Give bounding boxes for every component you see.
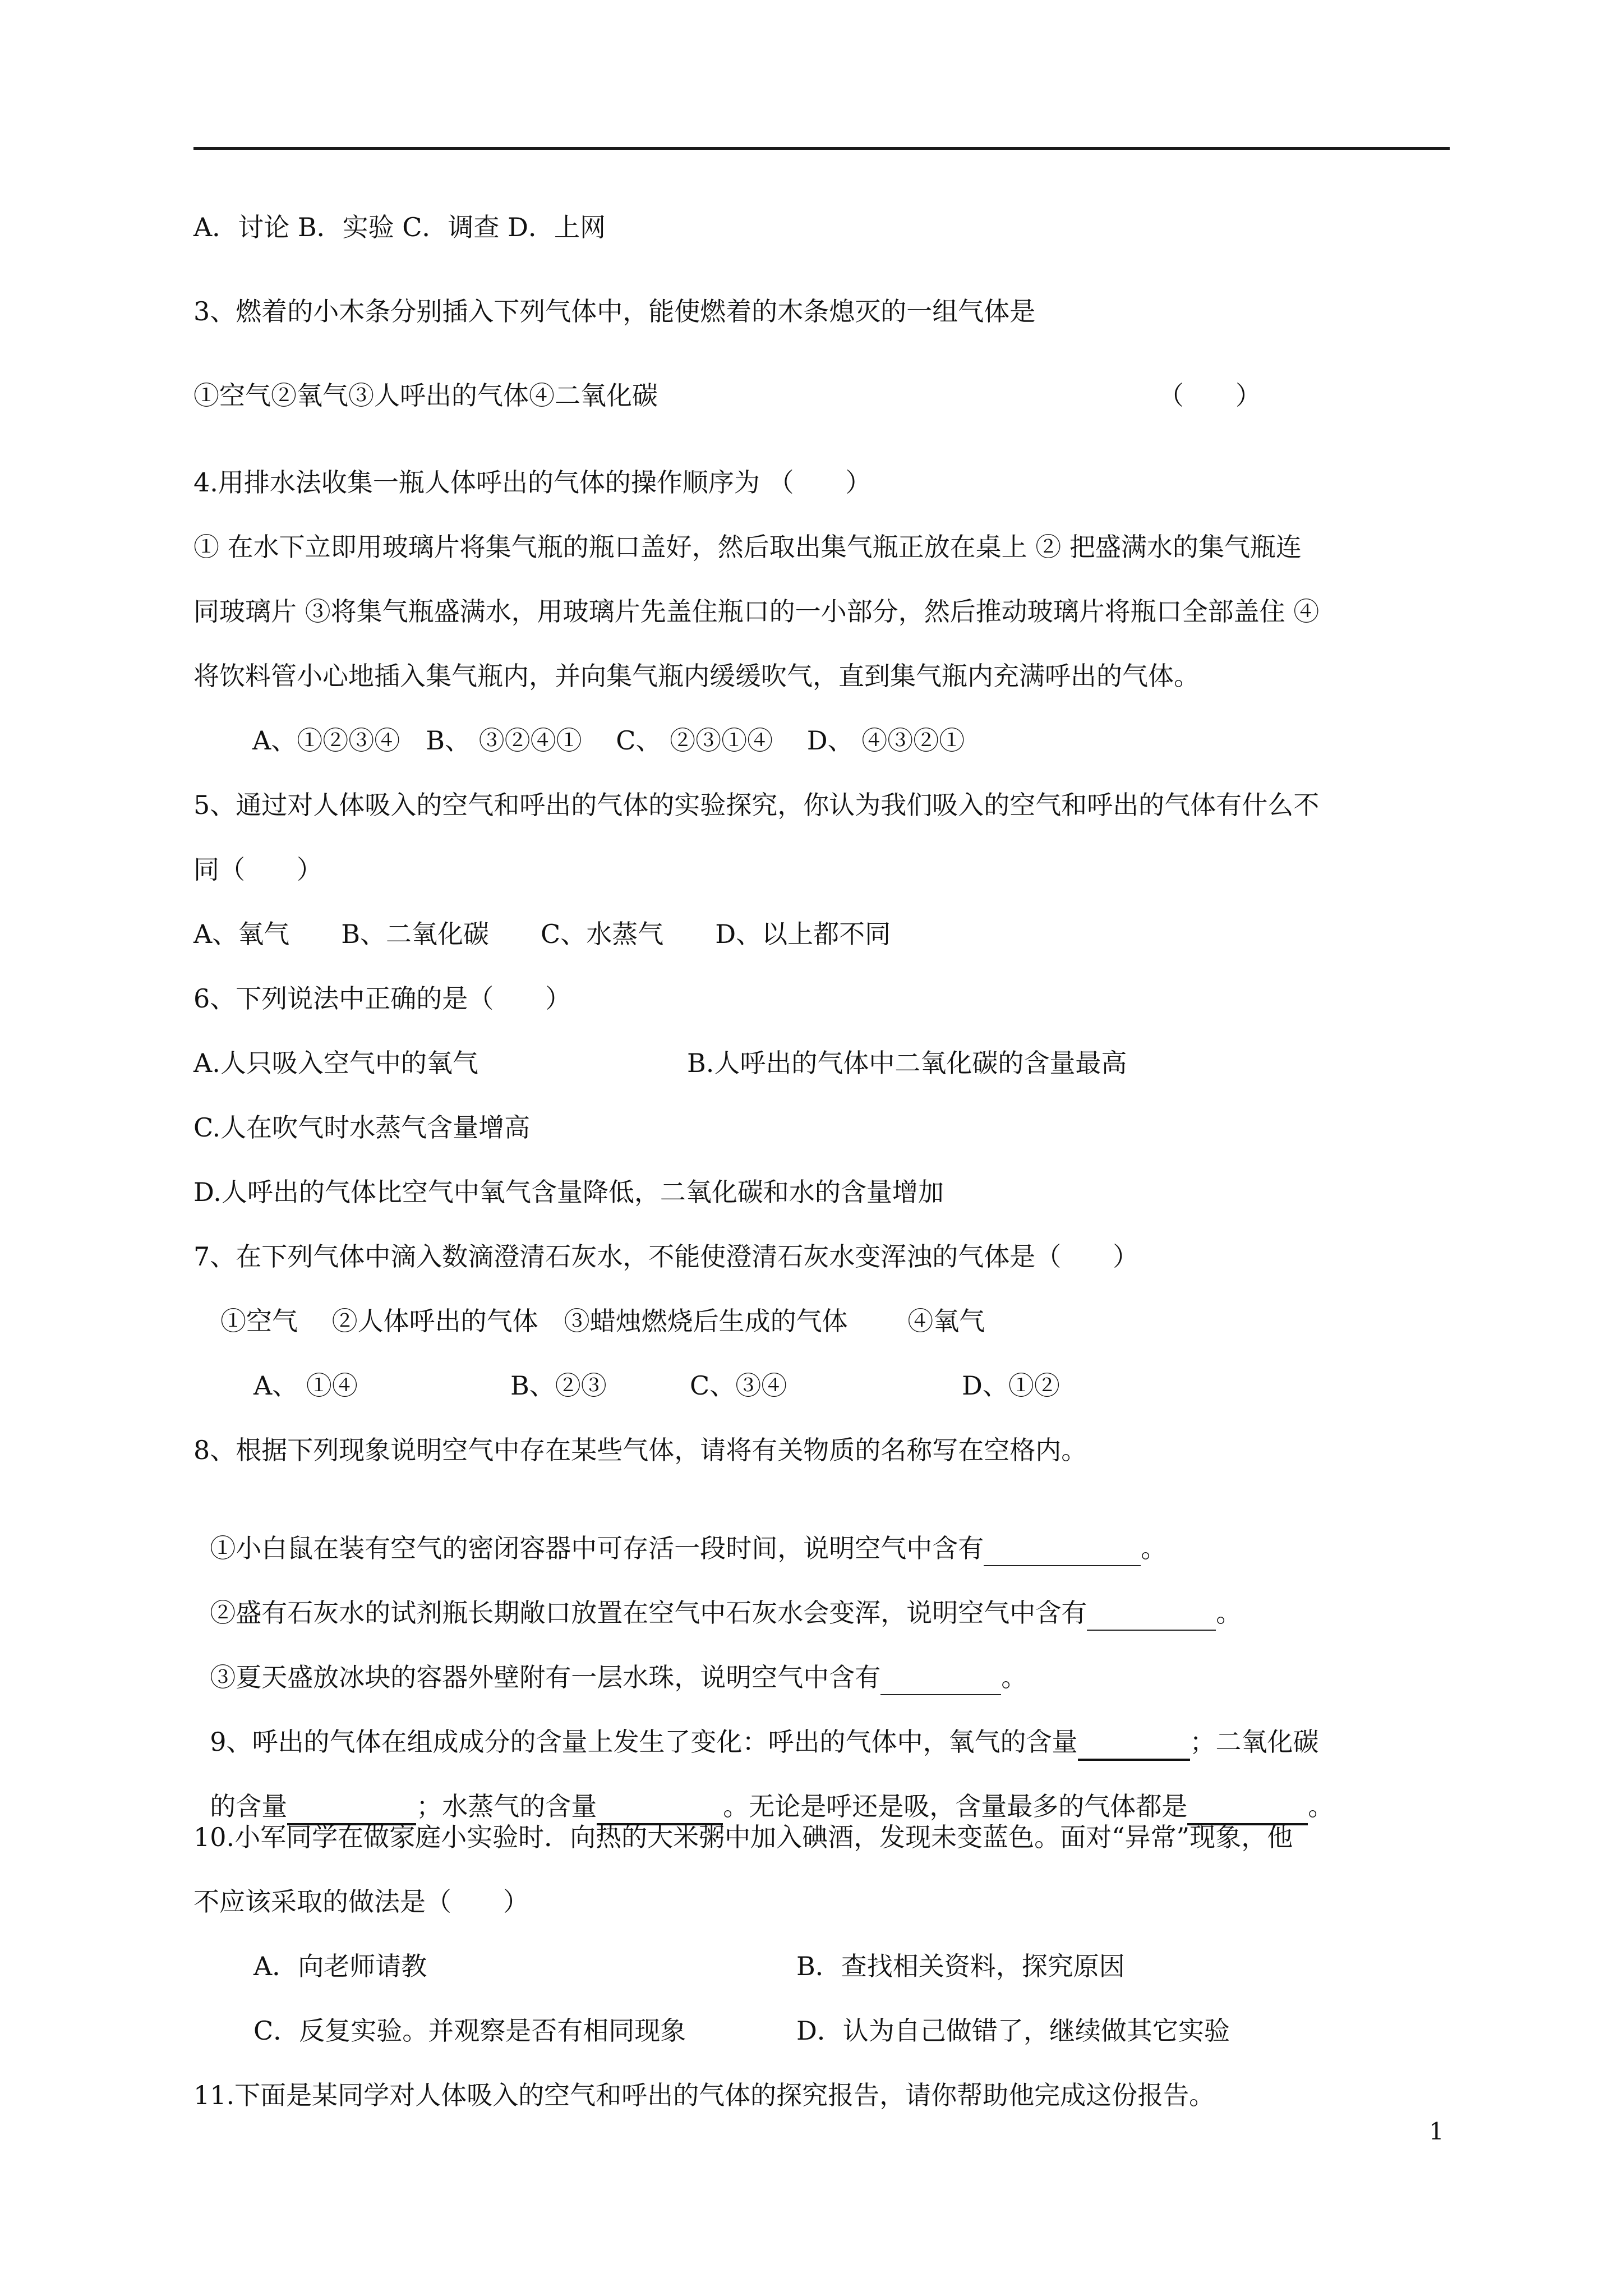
q10-option-d: D．认为自己做错了，继续做其它实验 [796,2016,1230,2046]
q8-item-3-text: ③夏天盛放冰块的容器外壁附有一层水珠，说明空气中含有 [210,1662,881,1692]
q9-text-4: ；水蒸气的含量 [416,1791,597,1821]
q4-step-line-3: 将饮料管小心地插入集气瓶内，并向集气瓶内缓缓吹气，直到集气瓶内充满呼出的气体。 [193,661,1200,691]
q9-text-1: 9、呼出的气体在组成成分的含量上发生了变化：呼出的气体中，氧气的含量 [210,1727,1078,1757]
q11-stem: 11.下面是某同学对人体吸入的空气和呼出的气体的探究报告，请你帮助他完成这份报告。 [193,2080,1215,2110]
q8-item-1 [193,1498,1166,1566]
q7-items: ①空气 ②人体呼出的气体 ③蜡烛燃烧后生成的气体 ④氧气 [220,1306,985,1336]
q4-options: A、①②③④ B、 ③②④① C、 ②③①④ D、 ④③②① [252,725,965,756]
q5-stem-line-1: 5、通过对人体吸入的空气和呼出的气体的实验探究，你认为我们吸入的空气和呼出的气体有什么不 [193,790,1320,820]
q6-option-c: C.人在吹气时水蒸气含量增高 [193,1112,531,1143]
q8-stem: 8、根据下列现象说明空气中存在某些气体，请将有关物质的名称写在空格内。 [193,1435,1087,1465]
q8-item-1-text: ①小白鼠在装有空气的密闭容器中可存活一段时间，说明空气中含有 [210,1533,984,1563]
q10-option-b: B．查找相关资料，探究原因 [796,1951,1125,1981]
q7-option-d: D、①② [962,1370,1060,1401]
q8-blank-3[interactable] [880,1660,1001,1695]
q6-option-a: A.人只吸入空气中的氧气 [193,1048,478,1078]
q3-items: ①空气②氧气③人呼出的气体④二氧化碳 [193,380,658,411]
q7-option-a: A、 ①④ [253,1370,358,1401]
q8-item-2 [193,1562,1242,1631]
q9-text-5: 。无论是呼还是吸，含量最多的气体都是 [723,1791,1188,1821]
q10-option-c: C．反复实验。并观察是否有相同现象 [253,2016,686,2046]
q9-text-2: ；二氧化碳 [1189,1727,1319,1757]
q7-stem: 7、在下列气体中滴入数滴澄清石灰水，不能使澄清石灰水变浑浊的气体是（ ） [193,1241,1139,1272]
q5-options: A、氧气 B、二氧化碳 C、水蒸气 D、以上都不同 [193,919,891,949]
page-number: 1 [1429,2118,1444,2145]
q8-item-3-end: 。 [1001,1662,1027,1692]
q5-stem-line-2: 同（ ） [193,854,322,885]
q3-answer-bracket: （ ） [1158,380,1261,411]
q9-text-3: 的含量 [210,1791,288,1821]
q6-option-d: D.人呼出的气体比空气中氧气含量降低，二氧化碳和水的含量增加 [193,1177,944,1207]
q6-stem: 6、下列说法中正确的是（ ） [193,983,571,1014]
q10-stem-line-1: 10.小军同学在做家庭小实验时．向热的大米粥中加入碘酒，发现未变蓝色。面对“异常”现象，他 [193,1822,1293,1852]
q9-text-end: 。 [1308,1791,1334,1821]
q6-option-b: B.人呼出的气体中二氧化碳的含量最高 [687,1048,1127,1078]
q3-stem: 3、燃着的小木条分别插入下列气体中，能使燃着的木条熄灭的一组气体是 [193,296,1036,326]
q9-line-2 [193,1756,1334,1825]
q9-line-1 [193,1691,1319,1761]
q4-stem: 4.用排水法收集一瓶人体呼出的气体的操作顺序为 （ ） [193,467,872,498]
q7-option-b: B、②③ [510,1370,607,1401]
q8-item-2-text: ②盛有石灰水的试剂瓶长期敞口放置在空气中石灰水会变浑，说明空气中含有 [210,1598,1087,1628]
q10-option-a: A．向老师请教 [253,1951,427,1981]
q8-item-1-end: 。 [1141,1533,1167,1563]
q8-blank-1[interactable] [984,1531,1141,1566]
q8-item-2-end: 。 [1216,1598,1242,1628]
header-rule [193,147,1450,150]
q8-blank-2[interactable] [1087,1596,1216,1631]
q10-stem-line-2: 不应该采取的做法是（ ） [193,1887,529,1917]
q7-option-c: C、③④ [690,1370,787,1401]
q4-step-line-2: 同玻璃片 ③将集气瓶盛满水，用玻璃片先盖住瓶口的一小部分，然后推动玻璃片将瓶口全部盖住 ④ [193,596,1320,627]
q8-item-3 [193,1627,1027,1695]
q2-options: A．讨论 B．实验 C．调查 D．上网 [193,212,606,242]
q4-step-line-1: ① 在水下立即用玻璃片将集气瓶的瓶口盖好，然后取出集气瓶正放在桌上 ② 把盛满水的集气瓶连 [193,532,1302,562]
